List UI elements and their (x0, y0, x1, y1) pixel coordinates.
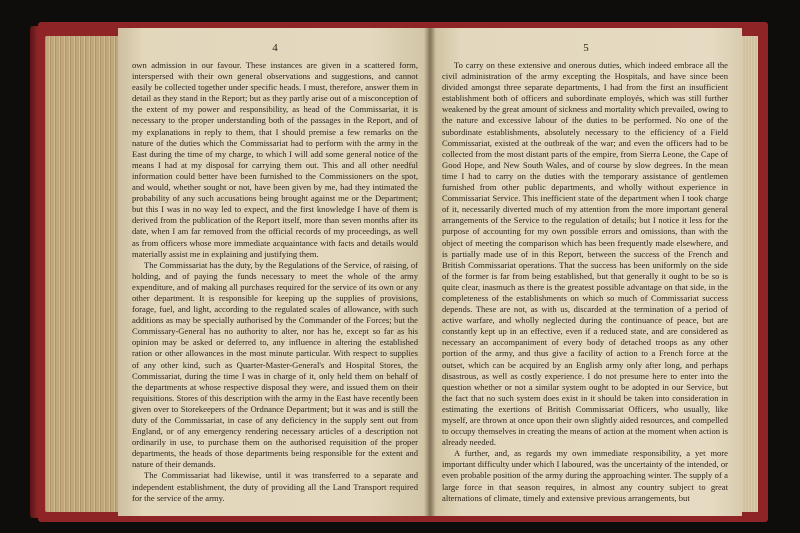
paragraph: own admission in our favour. These instances are given in a scattered form, interspersed with their own general observations and suggestions, and cannot easily be collected together under specific heads. I must, therefore, answer them in detail as they stand in the Report; but as they partly arise out of a misconception of the extent of my power and responsibility, as head of the Commissariat, it is necessary to the proper understanding both of the passages in the Report, and of my explanations in reply to them, that I should premise a few remarks on the nature of the duties which the Commissariat had to perform with the army in the East during the time of my charge, to which I will add some general notice of the means I had at my disposal for carrying them out. This and all other needful information could better have been furnished to the Commissioners on the spot, and would, whether sought or not, have been given by me, had they intimated the probability of any such accusations being brought against me or the Department; but this I was in no way led to expect, and the first knowledge I have of them is derived from the publication of the Report itself, more than seven months after its date, when I am far removed from the official records of my proceedings, as well as from officers whose more immediate acquaintance with facts and details would materially assist me in explaining and justifying them. (132, 60, 418, 259)
page-number: 4 (272, 42, 278, 54)
paragraph: The Commissariat had likewise, until it was transferred to a separate and independent establishment, the duty of providing all the Land Transport required for the service of the army. (132, 470, 418, 503)
page-body (430, 60, 742, 504)
left-page (118, 28, 432, 516)
page-number: 5 (583, 42, 589, 54)
paragraph: The Commissariat has the duty, by the Regulations of the Service, of raising, of holding, and of paying the funds necessary to meet the whole of the army expenditure, and of making all purchases required for the service of its own or any other department. It is responsible for keeping up the supplies of provisions, forage, fuel, and light, according to the regulated scales of allowance, with such additions as may be specially authorised by the Commander of the Forces; but the Commissary-General has no authority to alter, nor has he, except so far as his opinion may be asked or deferred to, any influence in altering the established ration or other allowances in the most minute particular. With respect to supplies of any other kind, such as Quarter-Master-General's and Hospital Stores, the Commissariat, during the time I was in charge of it, only held them on behalf of the departments at whose respective disposal they were, and issued them on their requisitions. Stores of this description with the army in the East have recently been given over to Storekeepers of the Ordnance Department; but it was and is still the duty of the Commissariat, in case of any deficiency in the supply sent out from England, or of any emergency rendering necessary articles of a description not ordinarily in use, to purchase them on the authorised requisition of the proper departments, the heads of those departments being responsible for the extent and nature of their demands. (132, 259, 418, 470)
right-page (430, 28, 742, 516)
page-body (118, 60, 432, 504)
paragraph: A further, and, as regards my own immediate responsibility, a yet more important difficulty under which I laboured, was the uncertainty of the intended, or even probable position of the army during the approaching winter. The supply of a large force in that season requires, in almost any country subject to great alternations of climate, timely and extensive previous arrangements, but (442, 448, 728, 503)
page-block-left-edge (45, 36, 125, 512)
paragraph: To carry on these extensive and onerous duties, which indeed embrace all the civil administration of the army excepting the Hospitals, and have since been divided amongst three separate departments, I had from the first an insufficient establishment both of officers and subordinate employés, which was still further weakened by the great amount of sickness and mortality which prevailed, owing to the nature and excessive labour of the duties to be performed. No one of the subordinate establishments, absolutely necessary to the efficiency of a Field Commissariat, existed at the outbreak of the war; and even the officers had to be collected from the most distant parts of the empire, from Sierra Leone, the Cape of Good Hope, and New South Wales, and of course by slow degrees. In the mean time I had to carry on the duties with the temporary assistance of gentlemen furnished from other public departments, and wholly without experience in Commissariat Service. This inefficient state of the department when I took charge of it, necessarily diverted much of my attention from the more important general arrangements of the Service to the regulation of details; but I notice it less for the purpose of accounting for my own possible errors and omissions, than with the object of meeting the comparison which has been frequently made elsewhere, and is partially made use of in this Report, between the success of the French and British Commissariat operations. That the success has been uniformly on the side of the former is far from being established, but that generally it ought to be so is quite clear, inasmuch as there is the greatest possible advantage on that side, in the completeness of the establishments on which so much of Commissariat success depends. These are not, as with us, discarded at the termination of a period of active warfare, and wholly neglected during the continuance of peace, but are constantly kept up in an effective, even if a reduced state, and are considered as necessary an accompaniment of every body of detached troops as any other portion of the army, and thus give a facility of action to a French force at the outset, which can be acquired by an English army only after long, and perhaps disastrous, as well as costly experience. I do not presume here to enter into the question whether or not a similar system ought to be adopted in our Service, but the fact that no such system does exist in it should be taken into consideration in estimating the exertions of British Commissariat Officers, who usually, like myself, are thrown at once upon their own slightly aided resources, and compelled to occupy themselves in creating the means of action at the moment when action is already needed. (442, 60, 728, 448)
book-gutter (424, 28, 436, 516)
